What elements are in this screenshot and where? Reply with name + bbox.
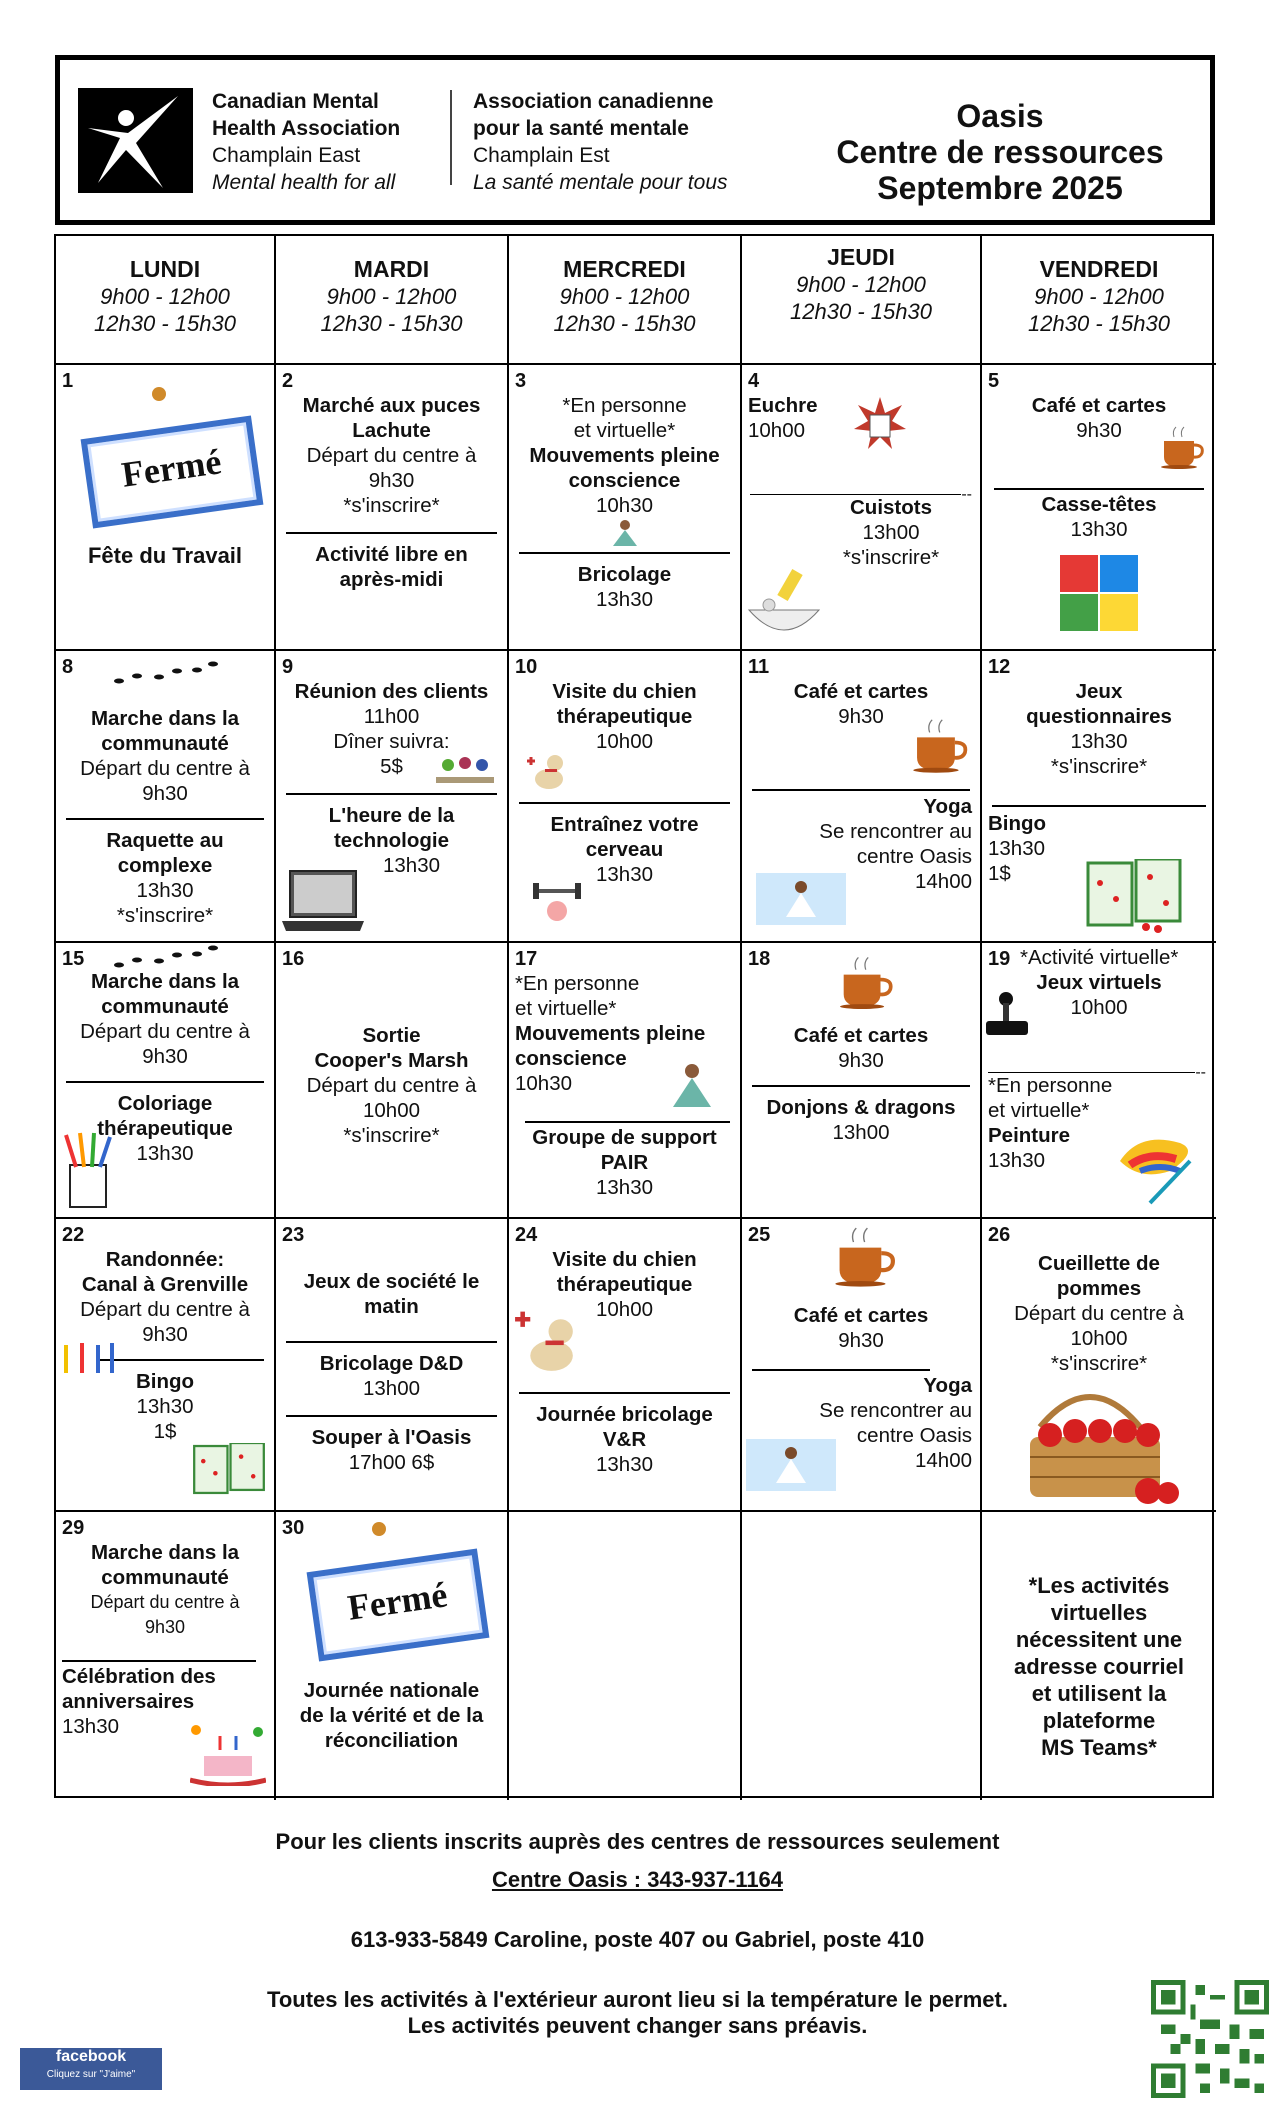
- dog-icon: [521, 743, 571, 799]
- day-cell-11: 11 Café et cartes 9h30 Yoga Se rencontrer au centre Oasis 14h00: [742, 651, 982, 943]
- day-cell-empty-1: [509, 1512, 742, 1800]
- org-name-english: Canadian Mental Health Association Champlain East Mental health for all: [212, 90, 401, 194]
- closed-sign-icon: Fermé: [307, 1548, 490, 1661]
- day-cell-8: 8 Marche dans la communauté Départ du centre à 9h30 Raquette au complexe 13h30 *s'inscrire*: [56, 651, 276, 943]
- coffee-icon: [834, 1225, 898, 1293]
- cake-icon: [190, 1720, 266, 1792]
- laptop-icon: [280, 869, 366, 941]
- day-cell-2: 2 Marché aux puces Lachute Départ du centre à 9h30 *s'inscrire* Activité libre en après-midi: [276, 365, 509, 651]
- day-cell-18: 18 Café et cartes 9h30 Donjons & dragons 13h00: [742, 943, 982, 1219]
- day-header-vendredi: VENDREDI 9h00 - 12h00 12h30 - 15h30: [982, 236, 1216, 365]
- footprints-icon: [111, 943, 221, 975]
- paint-icon: [1110, 1131, 1204, 1213]
- calendar-grid: [54, 234, 1214, 1798]
- header-banner: [55, 55, 1215, 225]
- closed-sign-icon: Fermé: [81, 415, 264, 528]
- day-cell-19: 19 *Activité virtuelle* Jeux virtuels 10h00 -- *En personne et virtuelle* Peinture 13h30: [982, 943, 1216, 1219]
- day-cell-26: 26 Cueillette de pommes Départ du centre à 10h00 *s'inscrire*: [982, 1219, 1216, 1512]
- mixing-bowl-icon: [744, 565, 824, 651]
- day-cell-24: 24 Visite du chien thérapeutique 10h00 Journée bricolage V&R 13h30: [509, 1219, 742, 1512]
- day-cell-15: 15 Marche dans la communauté Départ du centre à 9h30 Coloriage thérapeutique 13h30: [56, 943, 276, 1219]
- virtual-note: *Activité virtuelle*: [1020, 946, 1179, 969]
- meeting-icon: [434, 751, 496, 797]
- virtual-activities-note: *Les activités virtuelles nécessitent une adresse courriel et utilisent la plateforme MS Teams*: [1014, 1573, 1184, 1760]
- day-cell-9: 9 Réunion des clients 11h00 Dîner suivra: 5$ L'heure de la technologie 13h30: [276, 651, 509, 943]
- day-cell-29: 29 Marche dans la communauté Départ du centre à 9h30 Célébration des anniversaires 13h30: [56, 1512, 276, 1800]
- logo-divider: [450, 90, 452, 185]
- day-cell-16: 16 Sortie Cooper's Marsh Départ du centre à 10h00 *s'inscrire*: [276, 943, 509, 1219]
- day-header-mercredi: MERCREDI 9h00 - 12h00 12h30 - 15h30: [509, 236, 742, 365]
- day-cell-4: 4 Euchre 10h00 -- Cuistots 13h00 *s'inscrire*: [742, 365, 982, 651]
- day-header-lundi: LUNDI 9h00 - 12h00 12h30 - 15h30: [56, 236, 276, 365]
- joystick-icon: [984, 989, 1030, 1045]
- yoga-icon: [746, 1439, 836, 1497]
- day-header-mardi: MARDI 9h00 - 12h00 12h30 - 15h30: [276, 236, 509, 365]
- day-cell-1: 1 Fermé Fête du Travail: [56, 365, 276, 651]
- day-cell-12: 12 Jeux questionnaires 13h30 *s'inscrire* Bingo 13h30 1$: [982, 651, 1216, 943]
- qr-code-icon[interactable]: [1150, 1980, 1270, 2098]
- day-cell-5: 5 Café et cartes 9h30 Casse-têtes 13h30: [982, 365, 1216, 651]
- yoga-icon: [756, 873, 846, 931]
- footer-clients-note: Pour les clients inscrits auprès des centres de ressources seulement: [275, 1829, 1000, 1854]
- footer-change-note: Les activités peuvent changer sans préavis.: [407, 2013, 868, 2038]
- coffee-icon: [1160, 425, 1206, 475]
- sign-hook: [372, 1522, 386, 1536]
- footer-contact: 613-933-5849 Caroline, poste 407 ou Gabriel, poste 410: [350, 1927, 925, 1952]
- cmha-logo: [78, 88, 193, 193]
- day-cell-23: 23 Jeux de société le matin Bricolage D&D 13h00 Souper à l'Oasis 17h00 6$: [276, 1219, 509, 1512]
- footprints-icon: [111, 659, 221, 691]
- weights-icon: [531, 883, 583, 931]
- day-header-jeudi: JEUDI 9h00 - 12h00 12h30 - 15h30: [742, 236, 982, 365]
- meditation-icon: [659, 1061, 725, 1119]
- day-cell-3: 3 *En personne et virtuelle* Mouvements pleine conscience 10h30 Bricolage 13h30: [509, 365, 742, 651]
- footer-oasis-phone: Centre Oasis : 343-937-1164: [491, 1867, 784, 1892]
- meditation-icon: [509, 518, 740, 550]
- day-cell-17: 17 *En personne et virtuelle* Mouvements pleine conscience 10h30 Groupe de support PAIR 13h30: [509, 943, 742, 1219]
- puzzle-icon: [1060, 555, 1140, 639]
- footer-weather-note: Toutes les activités à l'extérieur auront lieu si la température le permet.: [267, 1987, 1008, 2012]
- bingo-card-icon: [191, 1443, 267, 1505]
- day-cell-22: 22 Randonnée: Canal à Grenville Départ du centre à 9h30 Bingo 13h30 1$: [56, 1219, 276, 1512]
- page-title: Oasis Centre de ressources Septembre 2025: [836, 98, 1164, 206]
- day-cell-30: 30 Fermé Journée nationale de la vérité et de la réconciliation: [276, 1512, 509, 1800]
- coffee-icon: [838, 955, 896, 1015]
- apple-basket-icon: [1020, 1387, 1180, 1512]
- holiday-title: Fête du Travail: [87, 543, 243, 568]
- org-name-french: Association canadienne pour la santé mentale Champlain Est La santé mentale pour tous: [473, 90, 728, 194]
- bingo-card-icon: [1086, 859, 1182, 939]
- cards-icon: [852, 395, 908, 457]
- facebook-icon[interactable]: facebook Cliquez sur "J'aime": [20, 2048, 162, 2090]
- hikers-icon: [58, 1337, 116, 1383]
- day-cell-10: 10 Visite du chien thérapeutique 10h00 Entraînez votre cerveau 13h30: [509, 651, 742, 943]
- sign-hook: [152, 387, 166, 401]
- dog-icon: [509, 1301, 585, 1383]
- coffee-icon: [912, 717, 970, 779]
- pencils-icon: [62, 1131, 114, 1215]
- day-cell-empty-2: [742, 1512, 982, 1800]
- day-cell-25: 25 Café et cartes 9h30 Yoga Se rencontrer au centre Oasis 14h00: [742, 1219, 982, 1512]
